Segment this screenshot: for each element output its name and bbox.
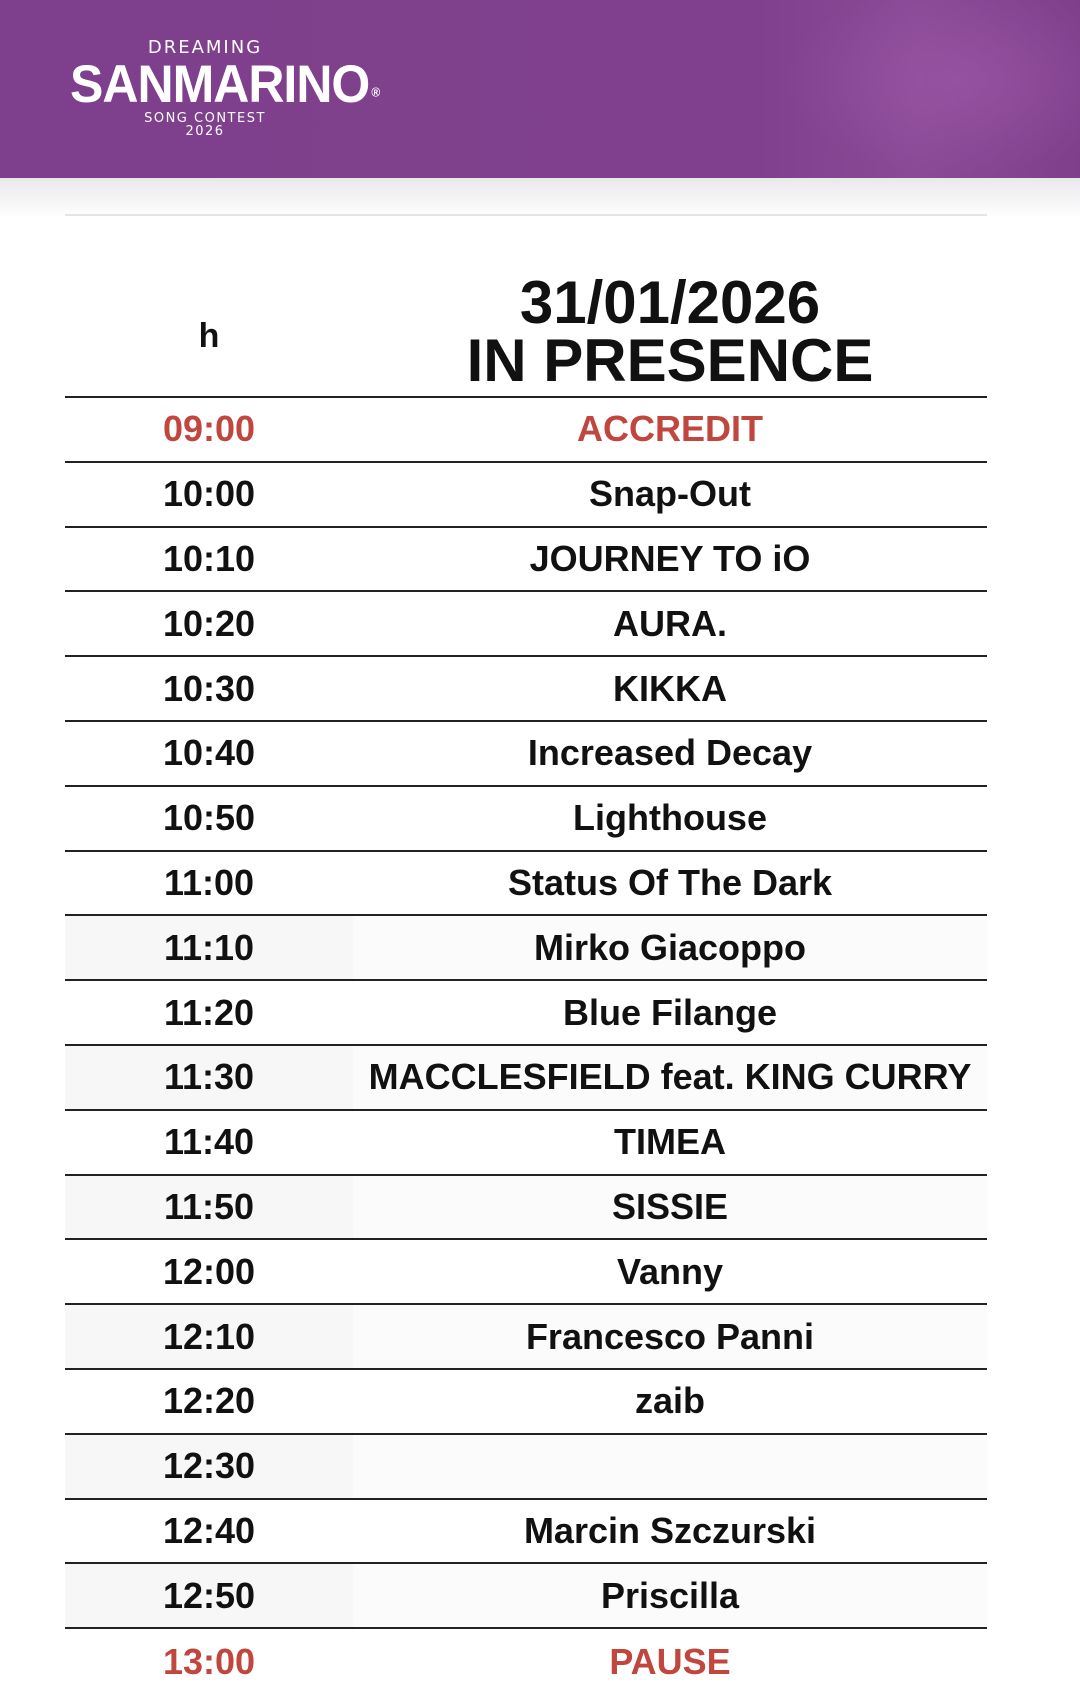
hour-column-header: h bbox=[198, 316, 220, 355]
schedule-performer: SISSIE bbox=[353, 1176, 987, 1239]
schedule-performer: JOURNEY TO iO bbox=[529, 537, 811, 579]
schedule-performer: ACCREDIT bbox=[577, 408, 763, 450]
schedule-performer: MACCLESFIELD feat. KING CURRY bbox=[353, 1046, 987, 1109]
schedule-performer: Snap-Out bbox=[589, 473, 751, 515]
header-banner bbox=[0, 0, 1080, 178]
schedule-performer: Lighthouse bbox=[573, 797, 767, 839]
schedule-time: 11:50 bbox=[65, 1176, 353, 1239]
schedule-performer: AURA. bbox=[613, 602, 727, 644]
schedule-performer bbox=[353, 1435, 987, 1498]
schedule-row bbox=[65, 528, 987, 593]
logo-main-word: SANMARINO bbox=[70, 54, 370, 114]
schedule-time: 10:30 bbox=[162, 667, 256, 709]
schedule-date: 31/01/2026 bbox=[519, 269, 821, 336]
schedule-rows bbox=[65, 398, 987, 1694]
schedule-time: 10:40 bbox=[162, 732, 256, 774]
schedule-row bbox=[65, 1370, 987, 1435]
schedule-row bbox=[65, 1111, 987, 1176]
schedule-performer: KIKKA bbox=[613, 667, 727, 709]
schedule-performer: Increased Decay bbox=[527, 732, 813, 774]
sanmarino-logo[interactable] bbox=[70, 37, 380, 139]
schedule-time: 11:40 bbox=[163, 1121, 255, 1163]
schedule-time: 10:50 bbox=[162, 797, 256, 839]
schedule-time: 10:10 bbox=[162, 537, 256, 579]
schedule-title bbox=[353, 268, 987, 396]
schedule-time: 12:10 bbox=[65, 1305, 353, 1368]
schedule-time: 12:50 bbox=[65, 1564, 353, 1627]
schedule-time: 12:20 bbox=[162, 1380, 256, 1422]
logo-registered-mark: ® bbox=[371, 85, 380, 100]
schedule-row bbox=[65, 657, 987, 722]
schedule-row bbox=[65, 787, 987, 852]
schedule-time: 12:40 bbox=[162, 1509, 256, 1551]
logo-year-text: 2026 bbox=[185, 124, 225, 139]
schedule-performer: TIMEA bbox=[614, 1121, 726, 1163]
schedule-performer: PAUSE bbox=[609, 1640, 731, 1682]
schedule-time: 11:30 bbox=[65, 1046, 353, 1109]
schedule-row bbox=[65, 1629, 987, 1694]
schedule-performer: Francesco Panni bbox=[353, 1305, 987, 1368]
divider bbox=[65, 214, 987, 216]
schedule-row bbox=[65, 916, 987, 981]
header-shadow bbox=[0, 178, 1080, 218]
schedule-row bbox=[65, 1435, 987, 1500]
logo-main-text bbox=[70, 54, 380, 114]
schedule-row bbox=[65, 1305, 987, 1370]
schedule-row bbox=[65, 852, 987, 917]
schedule-row bbox=[65, 463, 987, 528]
schedule-performer: Vanny bbox=[616, 1250, 724, 1292]
schedule-row bbox=[65, 1564, 987, 1629]
schedule-row bbox=[65, 981, 987, 1046]
schedule-row bbox=[65, 1500, 987, 1565]
schedule-time: 11:10 bbox=[65, 916, 353, 979]
schedule-row bbox=[65, 1176, 987, 1241]
schedule-time: 12:00 bbox=[162, 1250, 256, 1292]
schedule-row bbox=[65, 1240, 987, 1305]
schedule-time: 10:20 bbox=[162, 602, 256, 644]
logo-top-text: DREAMING bbox=[147, 37, 263, 58]
header-decoration bbox=[780, 0, 1080, 178]
schedule-performer: zaib bbox=[634, 1380, 705, 1422]
schedule-mode: IN PRESENCE bbox=[466, 327, 874, 394]
schedule-performer: Status Of The Dark bbox=[507, 861, 833, 903]
logo-sub-text: SONG CONTEST bbox=[144, 111, 266, 126]
schedule-time: 11:20 bbox=[163, 991, 255, 1033]
schedule-time: 09:00 bbox=[162, 408, 256, 450]
schedule-performer: Priscilla bbox=[353, 1564, 987, 1627]
schedule-performer: Blue Filange bbox=[562, 991, 778, 1033]
schedule-time: 12:30 bbox=[65, 1435, 353, 1498]
schedule-time: 11:00 bbox=[163, 861, 255, 903]
schedule-performer: Mirko Giacoppo bbox=[353, 916, 987, 979]
schedule-row bbox=[65, 722, 987, 787]
schedule-header-row bbox=[65, 268, 987, 398]
schedule-row bbox=[65, 592, 987, 657]
schedule-row bbox=[65, 398, 987, 463]
schedule-row bbox=[65, 1046, 987, 1111]
schedule-performer: Marcin Szczurski bbox=[523, 1509, 817, 1551]
schedule-table bbox=[65, 268, 987, 1694]
schedule-time: 10:00 bbox=[162, 473, 256, 515]
schedule-time: 13:00 bbox=[162, 1640, 256, 1682]
